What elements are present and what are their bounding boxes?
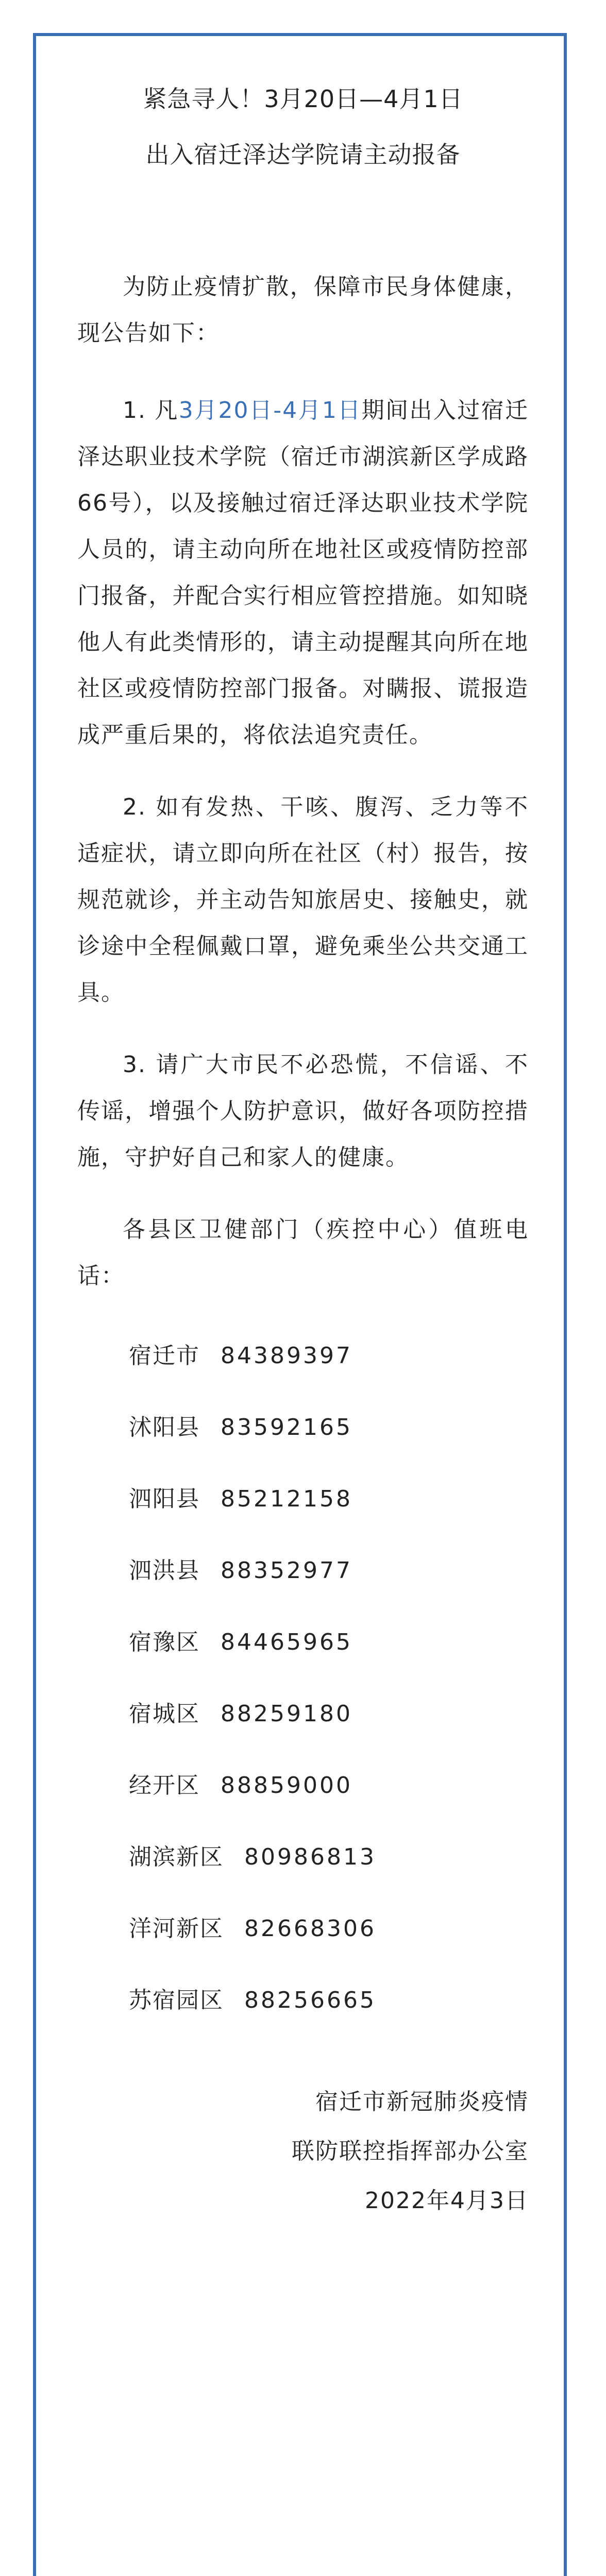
phone-number: 84465965 bbox=[221, 1629, 352, 1655]
district-name: 宿豫区 bbox=[129, 1629, 200, 1655]
district-name: 宿迁市 bbox=[129, 1343, 200, 1369]
phone-row bbox=[129, 1678, 529, 1750]
phone-row bbox=[129, 1392, 529, 1463]
phone-number: 80986813 bbox=[244, 1844, 376, 1870]
phone-row bbox=[129, 1535, 529, 1606]
district-name: 苏宿园区 bbox=[129, 1987, 224, 2013]
issue-date: 2022年4月3日 bbox=[365, 2188, 529, 2214]
phone-number: 88352977 bbox=[221, 1557, 352, 1584]
phone-row bbox=[129, 1821, 529, 1893]
paragraph-1-body: 期间出入过宿迁泽达职业技术学院（宿迁市湖滨新区学成路66号），以及接触过宿迁泽达职业技术学院人员的，请主动向所在地社区或疫情防控部门报备，并配合实行相应管控措施。如知晓他人有此类情形的，请主动提醒其向所在地社区或疫情防控部门报备。对瞒报、谎报造成严重后果的，将依法追究责任。 bbox=[77, 397, 529, 748]
district-name: 宿城区 bbox=[129, 1701, 200, 1727]
hotline-intro: 各县区卫健部门（疾控中心）值班电话： bbox=[77, 1216, 529, 1289]
district-name: 泗洪县 bbox=[129, 1557, 200, 1584]
phone-number: 88259180 bbox=[221, 1701, 352, 1727]
district-name: 沭阳县 bbox=[129, 1414, 200, 1440]
notice-title-line1: 紧急寻人！3月20日—4月1日 bbox=[143, 85, 463, 113]
notice-title-line2: 出入宿迁泽达学院请主动报备 bbox=[145, 141, 461, 168]
notice-content bbox=[77, 77, 529, 2226]
district-name: 洋河新区 bbox=[129, 1916, 224, 1942]
date-range-highlight: 3月20日-4月1日 bbox=[178, 397, 362, 423]
district-name: 湖滨新区 bbox=[129, 1844, 224, 1870]
district-name: 泗阳县 bbox=[129, 1486, 200, 1512]
signature-block bbox=[77, 2077, 529, 2226]
paragraph-1-prefix: 1. 凡 bbox=[123, 397, 179, 423]
issuer-line2: 联防联控指挥部办公室 bbox=[292, 2138, 529, 2164]
phone-row bbox=[129, 1893, 529, 1964]
paragraph-1 bbox=[77, 387, 529, 758]
phone-number: 88256665 bbox=[244, 1987, 376, 2013]
phone-row bbox=[129, 1606, 529, 1678]
phone-number: 85212158 bbox=[221, 1486, 352, 1512]
phone-number: 82668306 bbox=[244, 1916, 376, 1942]
intro-paragraph: 为防止疫情扩散，保障市民身体健康，现公告如下： bbox=[77, 274, 529, 346]
phone-row bbox=[129, 1750, 529, 1821]
phone-row bbox=[129, 1964, 529, 2036]
phone-number: 83592165 bbox=[221, 1414, 352, 1440]
phone-list bbox=[129, 1320, 529, 2036]
phone-number: 88859000 bbox=[221, 1772, 352, 1799]
phone-number: 84389397 bbox=[221, 1343, 352, 1369]
issuer-line1: 宿迁市新冠肺炎疫情 bbox=[315, 2089, 529, 2115]
phone-row bbox=[129, 1463, 529, 1535]
district-name: 经开区 bbox=[129, 1772, 200, 1799]
phone-row bbox=[129, 1320, 529, 1392]
paragraph-3: 3. 请广大市民不必恐慌，不信谣、不传谣，增强个人防护意识，做好各项防控措施，守护好自己和家人的健康。 bbox=[77, 1052, 529, 1171]
paragraph-2: 2. 如有发热、干咳、腹泻、乏力等不适症状，请立即向所在社区（村）报告，按规范就诊，并主动告知旅居史、接触史，就诊途中全程佩戴口罩，避免乘坐公共交通工具。 bbox=[77, 794, 529, 1006]
